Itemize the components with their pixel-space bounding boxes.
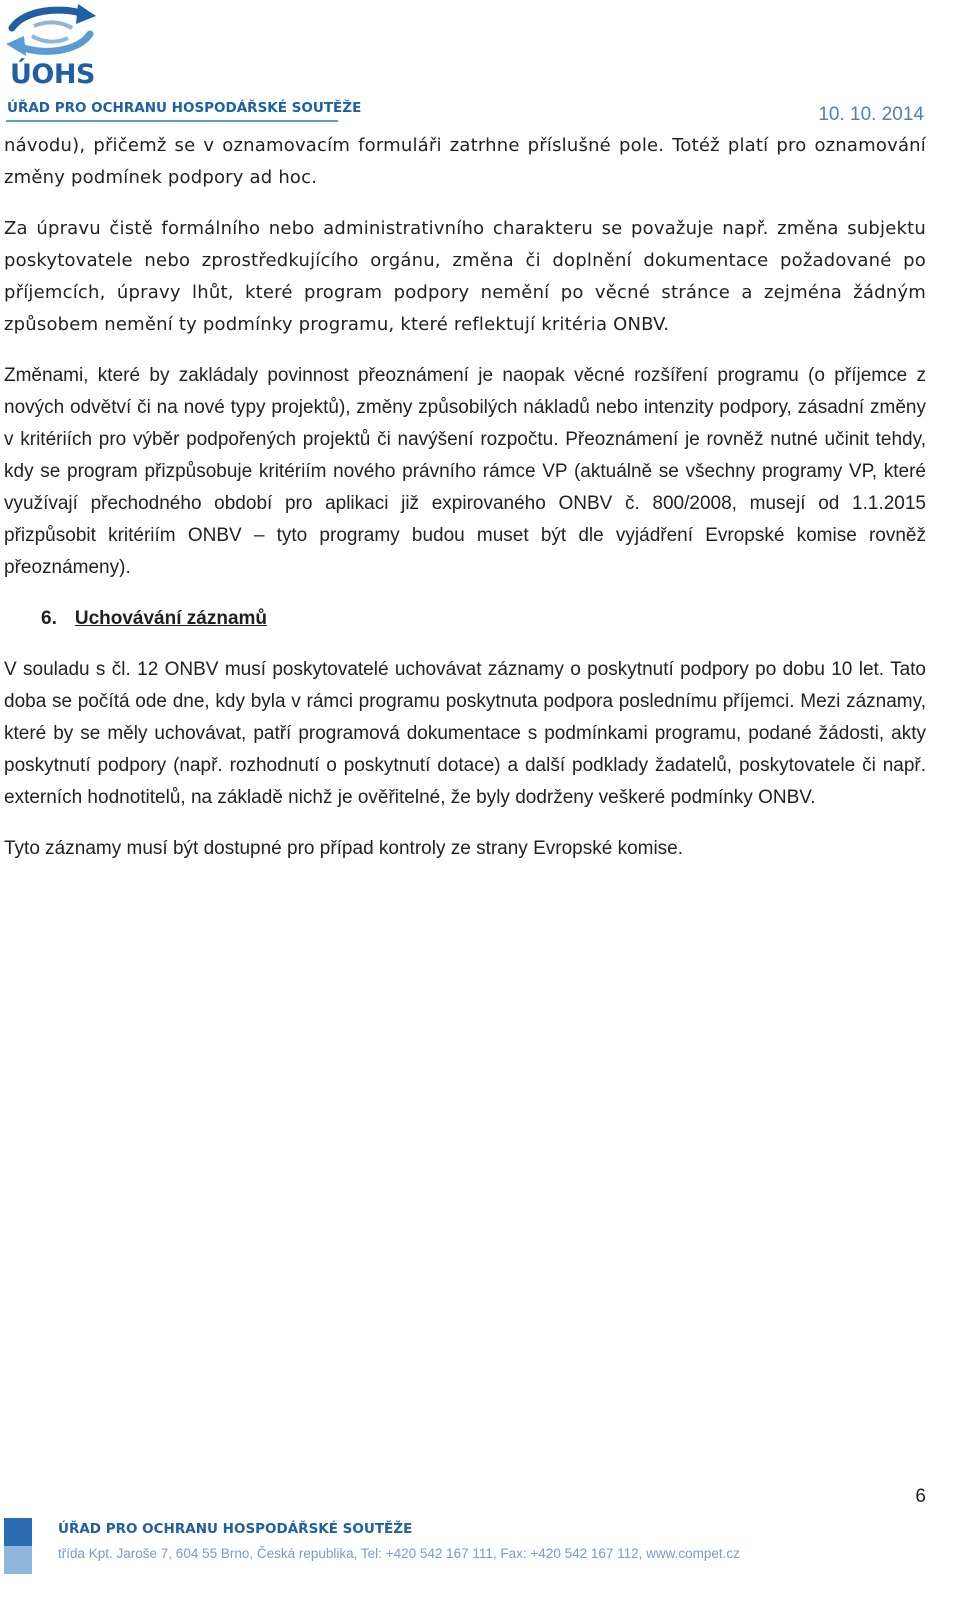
footer-office-name: ÚŘAD PRO OCHRANU HOSPODÁŘSKÉ SOUTĚŽE [58, 1521, 413, 1537]
header-divider [6, 120, 338, 122]
page-footer [0, 1508, 960, 1621]
section-number: 6. [41, 608, 57, 629]
paragraph-1: návodu), přičemž se v oznamovacím formuláři zatrhne příslušné pole. Totéž platí pro oznamování změny podmínek podpory ad hoc. [4, 135, 926, 188]
paragraph-3: Změnami, které by zakládaly povinnost přeoznámení je naopak věcné rozšíření programu (o příjemce z nových odvětví či na nové typy projektů), změny způsobilých nákladů nebo intenzity podpory, zásadní změny v kritériích pro výběr podpořených projektů či navýšení rozpočtu. Přeoznámení je rovněž nutné učinit tehdy, kdy se program přizpůsobuje kritériím nového právního rámce VP (aktuálně se všechny programy VP, které využívají přechodného období pro aplikaci již expirovaného ONBV č. 800/2008, musejí od 1.1.2015 přizpůsobit kritériím ONBV – tyto programy budou muset být dle vyjádření Evropské komise rovněž přeoznámeny). [4, 365, 926, 578]
footer-color-bar [4, 1518, 32, 1574]
page-number: 6 [915, 1486, 926, 1507]
section-title: Uchovávání záznamů [74, 608, 268, 629]
document-body [4, 130, 926, 884]
page-header [0, 0, 960, 130]
logo-text: ÚOHS [10, 59, 95, 90]
paragraph-5: Tyto záznamy musí být dostupné pro případ kontroly ze strany Evropské komise. [4, 838, 684, 859]
office-name: ÚŘAD PRO OCHRANU HOSPODÁŘSKÉ SOUTĚŽE [7, 100, 362, 116]
paragraph-4: V souladu s čl. 12 ONBV musí poskytovatelé uchovávat záznamy o poskytnutí podpory po dobu 10 let. Tato doba se počítá ode dne, kdy byla v rámci programu poskytnuta podpora poslednímu příjemci. Mezi záznamy, které by se měly uchovávat, patří programová dokumentace s podmínkami programu, podané žádosti, akty poskytnutí podpory (např. rozhodnutí o poskytnutí dotace) a další podklady žadatelů, poskytovatele či např. externích hodnotitelů, na základě nichž je ověřitelné, že byly dodrženy veškeré podmínky ONBV. [4, 659, 926, 808]
footer-address: třída Kpt. Jaroše 7, 604 55 Brno, Česká republika, Tel: +420 542 167 111, Fax: +420 542 167 112, www.compet.cz [58, 1546, 740, 1561]
section-heading [4, 603, 926, 635]
double-arrow-logo-icon [4, 4, 100, 60]
paragraph-2: Za úpravu čistě formálního nebo administrativního charakteru se považuje např. změna subjektu poskytovatele nebo zprostředkujícího orgánu, změna či doplnění dokumentace požadované po příjemcích, úpravy lhůt, které program podpory nemění po věcné stránce a zejména žádným způsobem nemění ty podmínky programu, které reflektují kritéria ONBV. [4, 218, 926, 335]
document-date: 10. 10. 2014 [818, 104, 924, 125]
uohs-logo [4, 4, 100, 90]
